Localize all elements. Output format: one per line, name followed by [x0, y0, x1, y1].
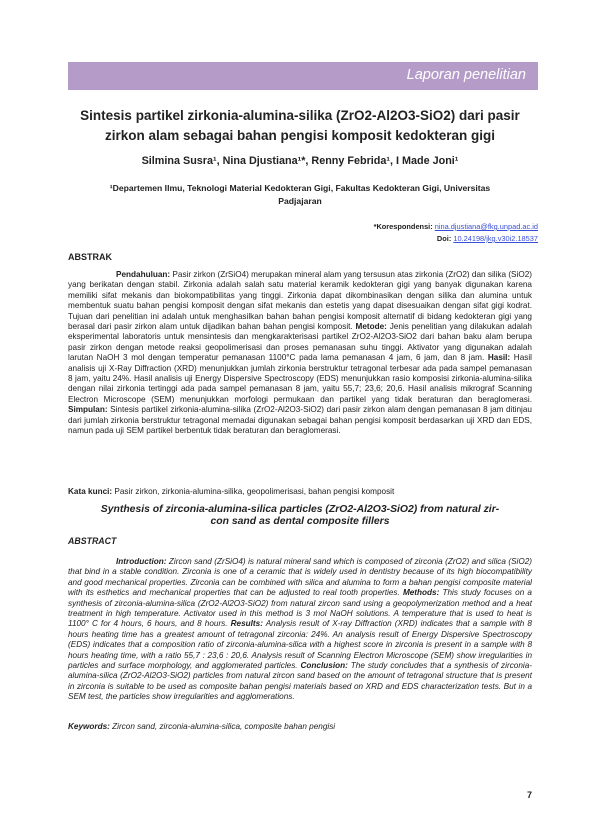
article-title: [60, 106, 540, 146]
keywords-id-text: Pasir zirkon, zirkonia-alumina-silika, geopolimerisasi, bahan pengisi komposit: [112, 487, 395, 496]
english-title-line: Synthesis of zirconia-alumina-silica particles (ZrO2-Al2O3-SiO2) from natural zir-: [100, 504, 500, 515]
abstrak-label-hasil: Hasil:: [487, 353, 511, 363]
keywords-id-label: Kata kunci:: [68, 487, 113, 496]
english-title: [68, 504, 532, 528]
keywords-en-label: Keywords:: [68, 722, 110, 731]
abstract-text: This study focuses on a synthesis of zirconia-alumina-silica (ZrO2-Al2O3-SiO2) from natural zircon sand using a geopolymerization method and a heat treatment in high temperature. Activator used in this method is 3 mol NaOH solutions. A temperature that is used to heat is 1100° C for 4 hours, 6 hours, and 8 hours.: [68, 588, 532, 629]
keywords-id: [68, 487, 394, 496]
abstract-label-results: Results:: [230, 619, 263, 629]
doi-link[interactable]: 10.24198/jkg.v30i2.18537: [453, 234, 538, 243]
correspondence-line: [374, 221, 538, 233]
abstrak-text: Hasil analisis uji X-Ray Diffraction (XRD) menunjukkan jumlah zirkonia berstruktur tetragonal terbesar ada pada sampel pemanasan 8 jam, yaitu 24%. Hasil analisis uji Energy Dispersive Spectroscopy (EDS) menunjukkan rasio komposisi zirkonia-alumina-silika dengan nilai zirkonia tertinggi ada pada sampel pemanasan 8 jam, yaitu 55,7; 23,6; 20,6. Hasil analisis mikrograf Scanning Electron Microscope (SEM) menunjukkan morfologi permukaan dan partikel yang tidak beraturan dan beraglomerasi.: [68, 353, 532, 404]
english-title-line: con sand as dental composite fillers: [210, 516, 390, 527]
abstrak-text: Sintesis partikel zirkonia-alumina-silika (ZrO2-Al2O3-SiO2) dari pasir zirkon alam dengan pemanasan 8 jam ditinjau dari jumlah zirkonia berstruktur tetragonal memadai digunakan sebagai bahan pengisi komposit berdasarkan uji XRD dan EDS, namun pada uji SEM partikel berbentuk tidak beraturan dan beraglomerasi.: [68, 405, 532, 436]
abstrak-text: Pasir zirkon (ZrSiO4) merupakan mineral alam yang tersusun atas zirkonia (ZrO2) dan silika (SiO2) yang berikatan dengan stabil. Zirkonia adalah salah satu material keramik kedokteran gigi yang banyak digunakan karena memiliki sifat mekanis dan biokompatibilitas yang tinggi. Zirkonia dapat dikombinasikan dengan silika dan alumina untuk membentuk suatu bahan pengisi komposit dengan sifat mekanis dan estetis yang dapat disesuaikan dengan sifat gigi kodrat. Tujuan dari penelitian ini adalah untuk menghasilkan bahan bahan pengisi komposit alternatif di bidang kedokteran gigi yang berasal dari pasir zirkon alam untuk dijadikan bahan bahan pengisi komposit.: [68, 270, 532, 332]
article-title-line: Sintesis partikel zirkonia-alumina-silika (ZrO2-Al2O3-SiO2) dari pasir: [80, 108, 520, 123]
affiliation: [70, 182, 530, 208]
section-banner: [68, 62, 538, 90]
abstrak-text: Jenis penelitian yang dilakukan adalah eksperimental laboratoris untuk mensintesis dan mengkarakterisasi partikel ZrO2-Al2O3-SiO2 dari bahan baku alam berupa pasir zirkon dengan metode reaksi geopolimerisasi dan proses pemanasan suhu tinggi. Aktivator yang digunakan adalah larutan NaOH 3 mol dengan temperatur pemanasan 1100°C pada lama pemanasan 4 jam, 6 jam, dan 8 jam.: [68, 322, 532, 363]
abstract-text: Analysis result of X-ray Diffraction (XRD) indicates that a sample with 8 hours heating time has a greatest amount of tetragonal zirconia: 24%. An analysis result of Energy Dispersive Spectroscopy (EDS) indicates that a composition ratio of zirconia-alumina-silica with a highest score in zirconia is present in a sample with 8 hours heating time, with a ratio 55,7 : 23,6 : 20,6. Analysis result of Scanning Electron Microscope (SEM) show irregularities in particles and surface morphology, and agglomerated particles.: [68, 619, 532, 671]
doi-line: [374, 233, 538, 245]
page-number: 7: [526, 790, 532, 800]
abstrak-label-metode: Metode:: [355, 322, 387, 332]
abstract-text: Zircon sand (ZrSiO4) is natural mineral sand which is composed of zirconia (ZrO2) and silica (SiO2) that bind in a stable condition. Zirconia is one of a ceramic that is widely used in dentistry because of its high biocompatibility and good mechanical properties. Zirconia can be combined with silica and alumina to form a bahan pengisi composite material with its esthetics and mechanical properties that can be adjusted to real tooth properties.: [68, 557, 532, 598]
abstract-heading: ABSTRACT: [68, 536, 117, 546]
correspondence-block: [374, 221, 538, 245]
section-label: Laporan penelitian: [406, 67, 526, 83]
doi-label: Doi:: [436, 234, 454, 243]
abstract-label-conclusion: Conclusion:: [300, 661, 348, 671]
abstrak-body: [68, 270, 532, 437]
affiliation-line: ¹Departemen Ilmu, Teknologi Material Kedokteran Gigi, Fakultas Kedokteran Gigi, Universitas: [109, 183, 491, 193]
correspondence-label: *Korespondensi:: [373, 222, 435, 231]
affiliation-line: Padjajaran: [278, 196, 322, 206]
abstract-label-methods: Methods:: [402, 588, 440, 598]
correspondence-email-link[interactable]: nina.djustiana@fkg.unpad.ac.id: [434, 222, 538, 231]
article-title-line: zirkon alam sebagai bahan pengisi komposit kedokteran gigi: [104, 128, 496, 143]
abstract-label-introduction: Introduction:: [116, 557, 167, 566]
abstract-text: The study concludes that a synthesis of zirconia-alumina-silica (ZrO2-Al2O3-SiO2) particles from natural zircon sand based on the amount of tetragonal structure that is present in zirconia is suitable to be used as composite bahan pengisi materials based on XRD and EDS characterization tests. But in a SEM test, the particles show irregularities and agglomerations.: [68, 661, 532, 702]
keywords-en-text: Zircon sand, zirconia-alumina-silica, composite bahan pengisi: [109, 722, 336, 731]
abstrak-label-simpulan: Simpulan:: [68, 405, 108, 415]
abstract-body: [68, 557, 532, 703]
author-list: Silmina Susra¹, Nina Djustiana¹*, Renny Febrida¹, I Made Joni¹: [141, 155, 459, 167]
keywords-en: [68, 722, 335, 731]
abstrak-label-pendahuluan: Pendahuluan:: [116, 270, 171, 279]
abstrak-heading: ABSTRAK: [68, 252, 112, 262]
